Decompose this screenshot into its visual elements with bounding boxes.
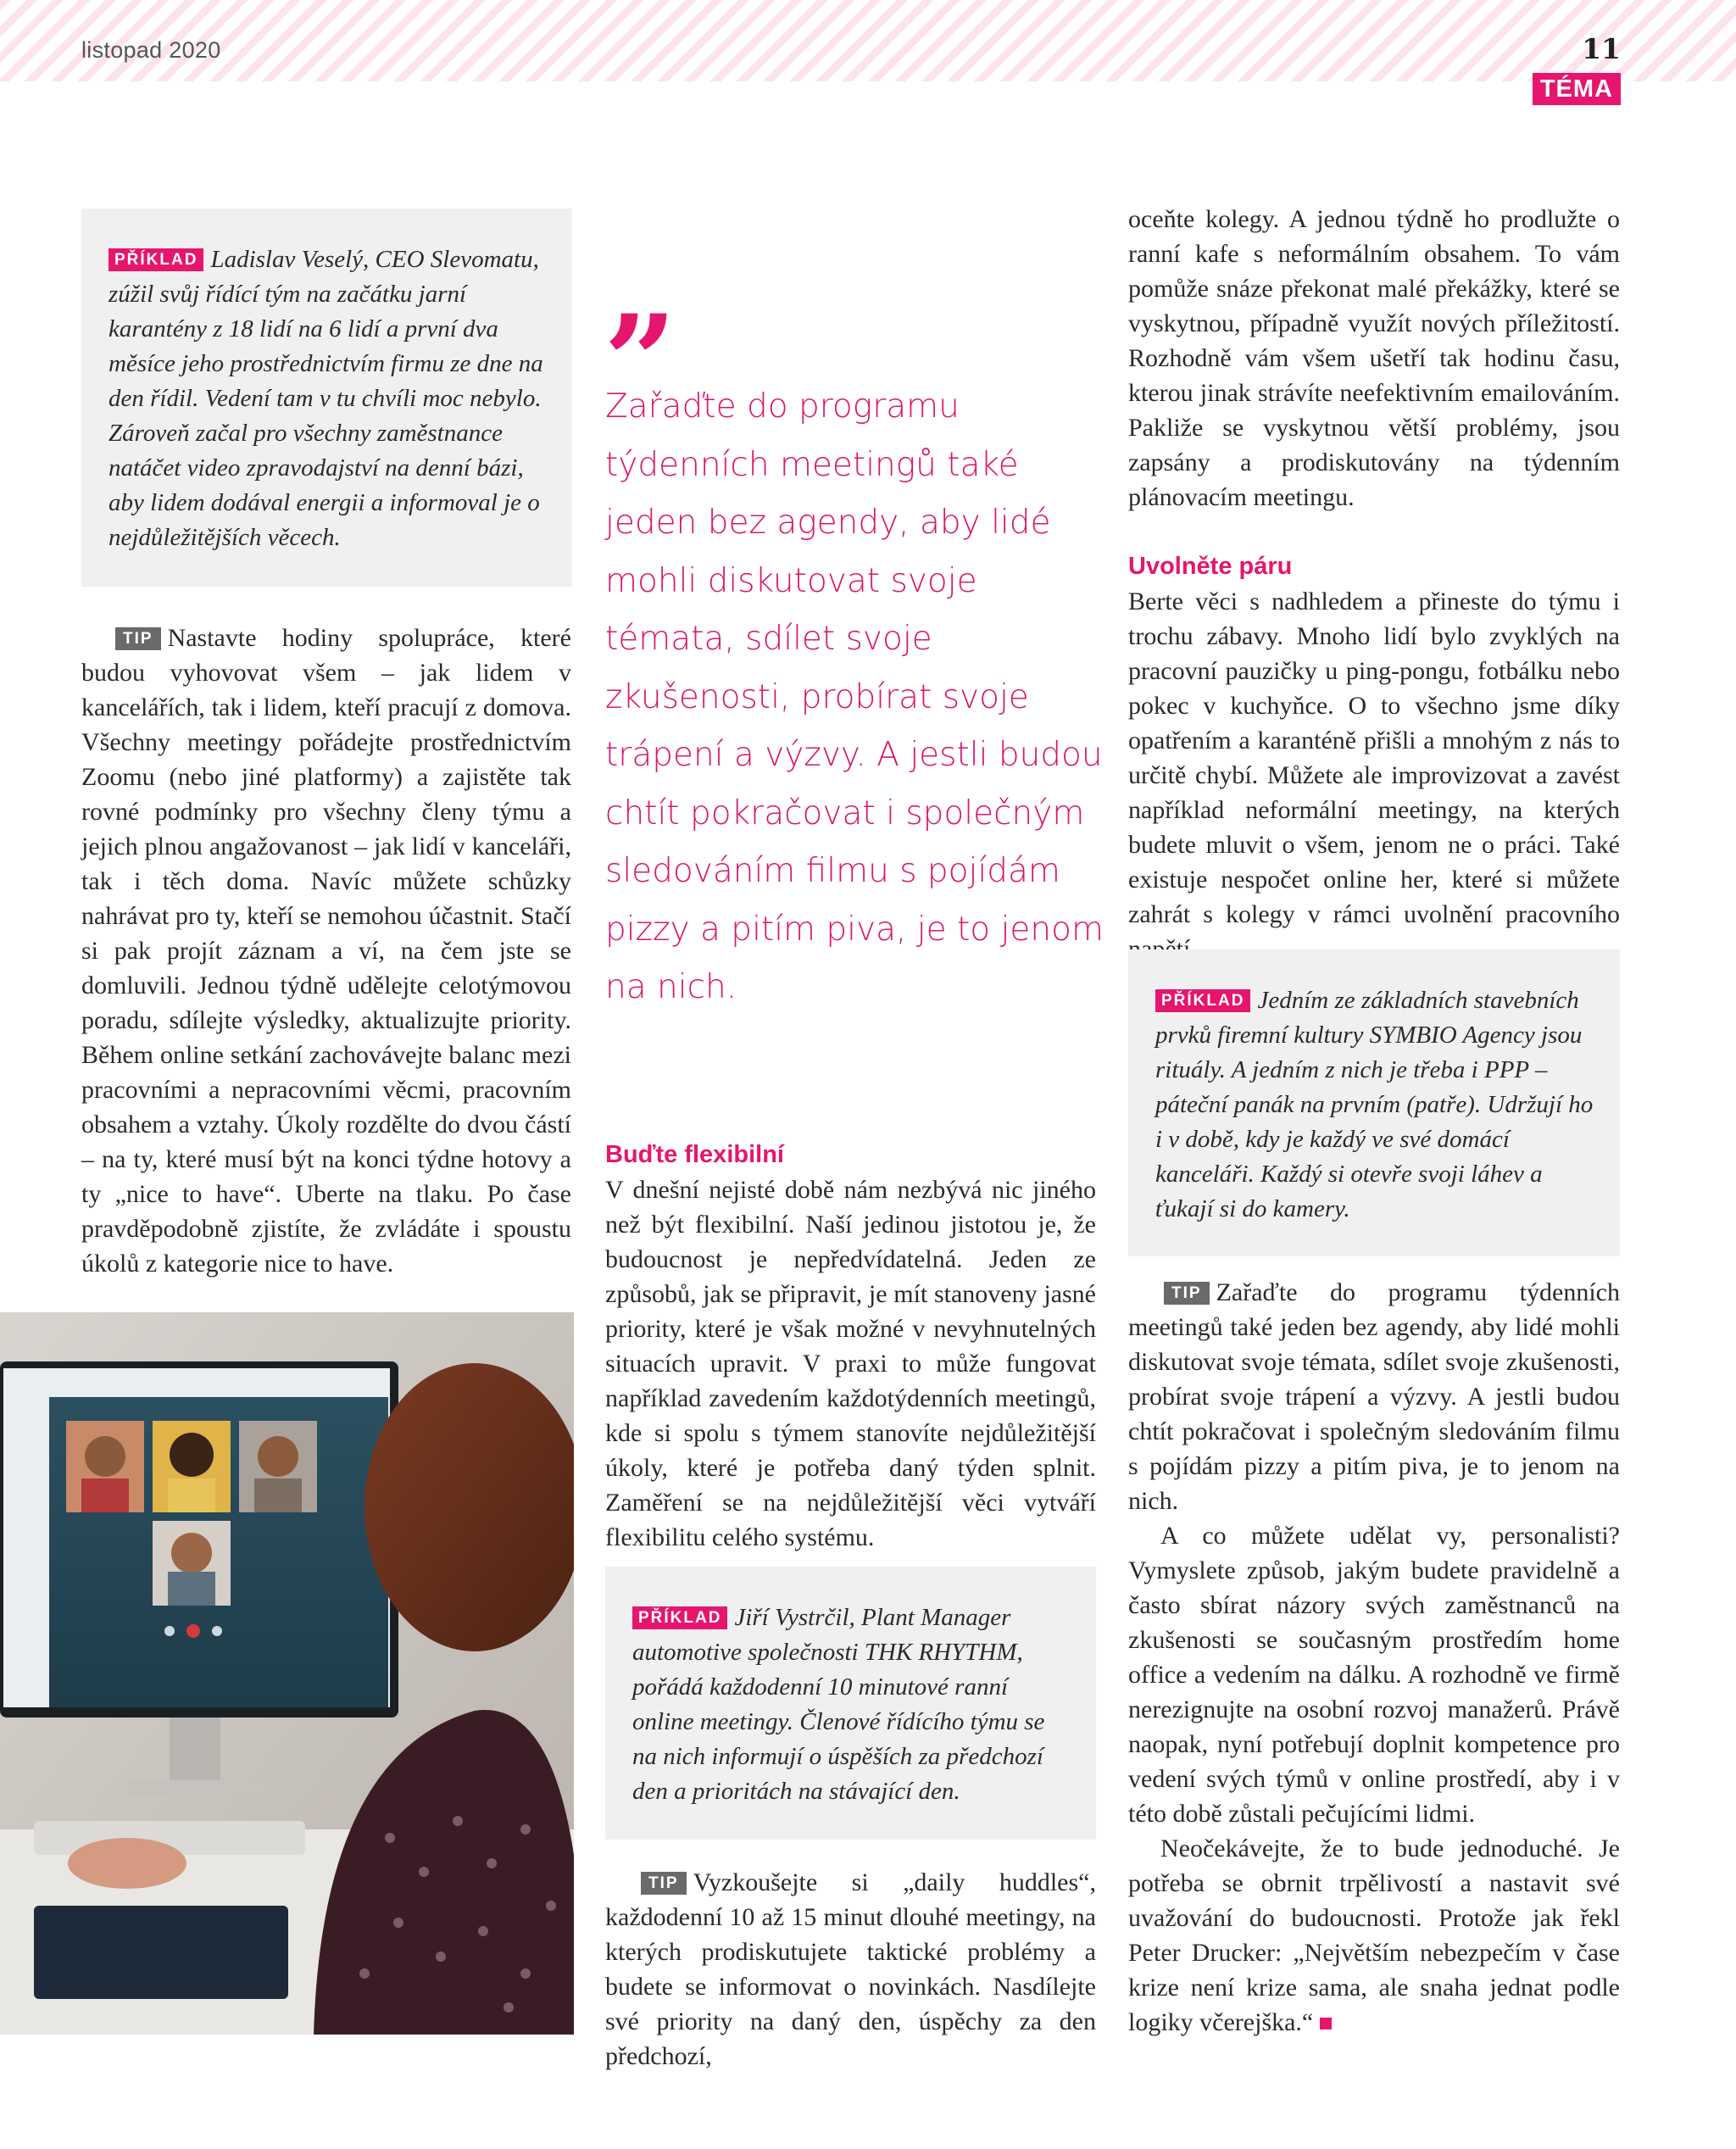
heading-relax: Uvolněte páru: [1128, 553, 1293, 580]
example-badge: PŘÍKLAD: [1155, 989, 1250, 1012]
example-box-slevomat: [81, 209, 572, 587]
issue-date: listopad 2020: [81, 37, 221, 63]
header-stripes: [0, 0, 1736, 81]
flexible-text: V dnešní nejisté době nám nezbývá nic jiného než být flexibilní. Naší jedinou jistotou je, že budoucnost je nepředvídatelná. Jeden ze způsobů, jak se připravit, je mít stanoveny jasné priority, které je však možné v nevyhnutelných situacích upravit. V praxi to může fungovat například zavedením každotýdenních meetingů, kde si spolu s týmem stanovíte nejdůležitější úkoly, které je potřeba daný týden splnit. Zaměření se na nejdůležitější věci vytváří flexibilitu celého systému.: [605, 1176, 1096, 1551]
heading-flexible: Buďte flexibilní: [605, 1141, 784, 1168]
relax-text: Berte věci s nadhledem a přineste do týmu i trochu zábavy. Mnoho lidí bylo zvyklých na pracovní pauzičky u ping-pongu, fotbálku nebo pokec v kuchyňce. O to všechno jsme díky opatřením a karanténě přišli a mnohým z nás to určitě chybí. Můžete ale improvizovat a zavést například neformální meetingy, na kterých budete mluvit o všem, jenom ne o práci. Také existuje nespočet online her, které si můžete zahrát s kolegy v rámci uvolnění pracovního: [1128, 587, 1620, 928]
tip-text: Zařaďte do programu týdenních meetingů také jeden bez agendy, aby lidé mohli diskutovat svoje témata, sdílet svoje zkušenosti, probírat svoje trápení a výzvy. A jestli budou chtít pokračovat i společným sledováním filmu s pojídám pizzy a pitím piva, je to jenom na nich.: [1128, 1278, 1620, 1515]
example-text: Jedním ze základních stavebních prvků firemní kultury SYMBIO Agency jsou rituály. A jedním z nich je třeba i PPP – páteční panák na prvním (patře). Udržují ho i v době, kdy je každý ve své domácí kanceláři. Každý si otevře svoji láhev a ťukají si do kamery.: [1155, 987, 1594, 1222]
example-box-thk: [605, 1567, 1096, 1840]
column3-continuation: [1128, 202, 1620, 515]
closing-paragraph-2: Neočekávejte, že to bude jednoduché. Je potřeba se obrnit trpělivostí a nastavit své uvažování do budoucnosti. Protože jak řekl Peter Drucker: „Největším nebezpečím v čase krize není krize sama, ale snaha jednat podle logiky včerejška.“: [1128, 1834, 1620, 2036]
tip-badge: TIP: [115, 627, 161, 650]
tip-daily-huddles: [605, 1865, 1096, 2074]
tip-text: Nastavte hodiny spolupráce, které budou vyhovovat všem – jak lidem v kancelářích, tak i lidem, kteří pracují z domova. Všechny meetingy pořádejte prostřednictvím Zoomu (nebo jiné platformy) a zajistěte tak rovné podmínky pro všechny členy týmu a jejich plnou angažovanost – jak lidí v kanceláři, tak i těch doma. Navíc můžete schůzky nahrávat pro ty, kteří se nemohou účastnit. Stačí si pak projít záznam a ví, na čem jste se domluvili. Jednou týdně udělejte celotýmovou poradu, sdílejte výsledky, aktualizujte priority. Během online setkání zachovávejte balanc mezi pracovními a nepracovními věcmi, pracovním obsahem a vztahy. Úkoly rozdělte do dvou částí – na ty, které musí být na konci týdne hotovy a ty „nice to have“. Uberte na tlaku. Po čase pravděpodobně zjistíte, že zvládáte i spoustu úkolů z kategorie nice to have.: [81, 624, 571, 1278]
closing-paragraph-1: A co můžete udělat vy, personalisti? Vymyslete způsob, jakým budete pravidelně a často sbírat názory svých zaměstnanců na zkušenosti se současným prostředím home office a vedením na dálku. A rozhodně ve firmě nerezignujte na osobní rozvoj manažerů. Právě naopak, nyní potřebují doplnit kompetence pro vedení svých týmů v online prostředí, aby i v této době zůstali pečujícími lidmi.: [1128, 1522, 1620, 1828]
example-text: Ladislav Veselý, CEO Slevomatu, zúžil svůj řídící tým na začátku jarní karantény z 18 lidí na 6 lidí a první dva měsíce jeho prostřednictvím firmu ze dne na den řídil. Vedení tam v tu chvíli moc nebylo. Zároveň začal pro všechny zaměstnance natáčet video zpravodajství na denní bázi, aby lidem dodával energii a informoval je o nejdůležitějších věcech.: [108, 246, 543, 551]
example-box-text: [632, 1601, 1071, 1809]
example-text: Jiří Vystrčil, Plant Manager automotive společnosti THK RHYTHM, pořádá každodenní 10 minutové ranní online meetingy. Členové řídícího týmu se na nich informují o úspěších za předchozí den a prioritách na stávající den.: [632, 1604, 1045, 1805]
example-badge: PŘÍKLAD: [108, 248, 203, 271]
example-box-text: [108, 242, 548, 555]
section-relax: [1128, 549, 1620, 966]
tip-text: Vyzkoušejte si „daily huddles“, každodenní 10 až 15 minut dlouhé meetingy, na kterých prodiskutujete taktické problémy a budete se informovat o novinkách. Nasdílejte své priority na daný den, úspěchy za den předchozí,: [605, 1868, 1096, 2070]
section-label: TÉMA: [1533, 73, 1621, 105]
example-box-text: [1155, 983, 1594, 1227]
section-flexible: [605, 1138, 1096, 1555]
quote-mark-icon: ”: [604, 287, 677, 437]
continuation-text: oceňte kolegy. A jednou týdně ho prodlužte o ranní kafe s neformálním obsahem. To vám pomůže snáze překonat malé překážky, které se vyskytnou, případně využít nových příležitostí. Rozhodně vám všem ušetří tak hodinu času, kterou jinak strávíte neefektivním emailováním. Pakliže se vyskytnou větší problémy, jsou zapsány a prodiskutovány na týdenním plánovacím meetingu.: [1128, 205, 1620, 511]
tip-collaboration-hours: [81, 621, 571, 1281]
page-number: 11: [1582, 32, 1621, 65]
end-mark-icon: [1320, 2018, 1332, 2029]
tip-badge: TIP: [641, 1872, 687, 1895]
pull-quote: Zařaďte do programu týdenních meetingů také jeden bez agendy, aby lidé mohli diskutovat svoje témata, sdílet svoje zkušenosti, probírat svoje trápení a výzvy. A jestli budou chtít pokračovat i společným sledováním filmu s pojídám pizzy a pitím piva, je to jenom na nich.: [605, 387, 1104, 1006]
example-badge: PŘÍKLAD: [632, 1606, 727, 1629]
tip-badge: TIP: [1164, 1282, 1210, 1305]
video-call-photo: [0, 1312, 574, 2035]
tip-no-agenda: [1128, 1275, 1620, 2040]
example-box-symbio: [1128, 949, 1620, 1256]
